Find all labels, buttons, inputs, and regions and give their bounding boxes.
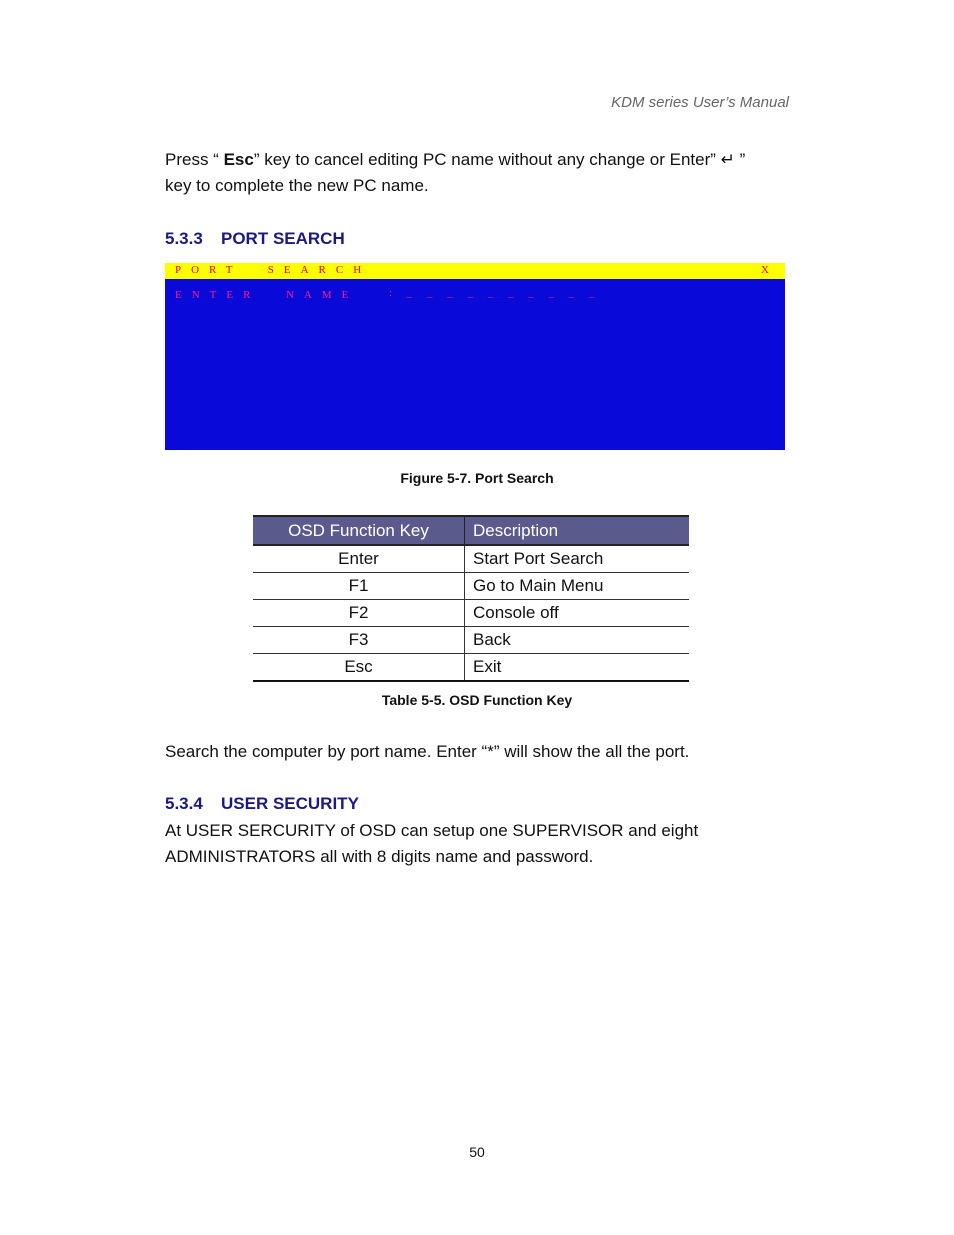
osd-enter-name-label: ENTER NAME <box>175 289 359 301</box>
search-paragraph: Search the computer by port name. Enter “*” will show the all the port. <box>165 742 690 761</box>
osd-close-label: X <box>761 264 769 276</box>
osd-function-key-table <box>253 515 689 682</box>
description-cell: Back <box>465 627 690 654</box>
section-number: 5.3.3 <box>165 229 203 248</box>
description-cell: Exit <box>465 654 690 682</box>
description-cell: Go to Main Menu <box>465 573 690 600</box>
table-caption: Table 5-5. OSD Function Key <box>381 692 573 708</box>
security-line-1: At USER SERCURITY of OSD can setup one SUPERVISOR and eight <box>165 821 699 840</box>
osd-name-field: : _ _ _ _ _ _ _ _ _ _ <box>389 287 601 299</box>
key-cell: Esc <box>253 654 465 682</box>
section-heading-user-security <box>165 794 359 814</box>
section-title: USER SECURITY <box>221 794 359 813</box>
table-row <box>253 545 689 573</box>
security-line-2: ADMINISTRATORS all with 8 digits name and password. <box>165 847 594 866</box>
table-header-row <box>253 516 689 545</box>
osd-port-search-screen <box>165 263 785 450</box>
intro-paragraph <box>165 147 790 199</box>
intro-line-2: key to complete the new PC name. <box>165 176 429 195</box>
description-cell: Start Port Search <box>465 545 690 573</box>
section-number: 5.3.4 <box>165 794 203 813</box>
page-number: 50 <box>469 1144 485 1160</box>
esc-key-label: Esc <box>223 150 254 169</box>
running-header: KDM series User’s Manual <box>611 94 789 111</box>
column-header-key: OSD Function Key <box>253 516 465 545</box>
table-row <box>253 654 689 682</box>
table-row <box>253 600 689 627</box>
table-row <box>253 573 689 600</box>
figure-caption: Figure 5-7. Port Search <box>400 470 554 486</box>
key-cell: Enter <box>253 545 465 573</box>
intro-line-1 <box>165 147 790 173</box>
intro-text-b: ” key to cancel editing PC name without any change or Enter” ↵ ” <box>253 150 746 169</box>
osd-title: PORT SEARCH <box>175 264 372 276</box>
description-cell: Console off <box>465 600 690 627</box>
key-cell: F1 <box>253 573 465 600</box>
table-row <box>253 627 689 654</box>
column-header-description: Description <box>465 516 690 545</box>
section-heading-port-search <box>165 229 345 249</box>
section-title: PORT SEARCH <box>221 229 345 248</box>
key-cell: F3 <box>253 627 465 654</box>
key-cell: F2 <box>253 600 465 627</box>
osd-title-bar <box>165 263 785 279</box>
security-paragraph <box>165 818 790 870</box>
intro-text-a: Press “ <box>165 150 224 169</box>
